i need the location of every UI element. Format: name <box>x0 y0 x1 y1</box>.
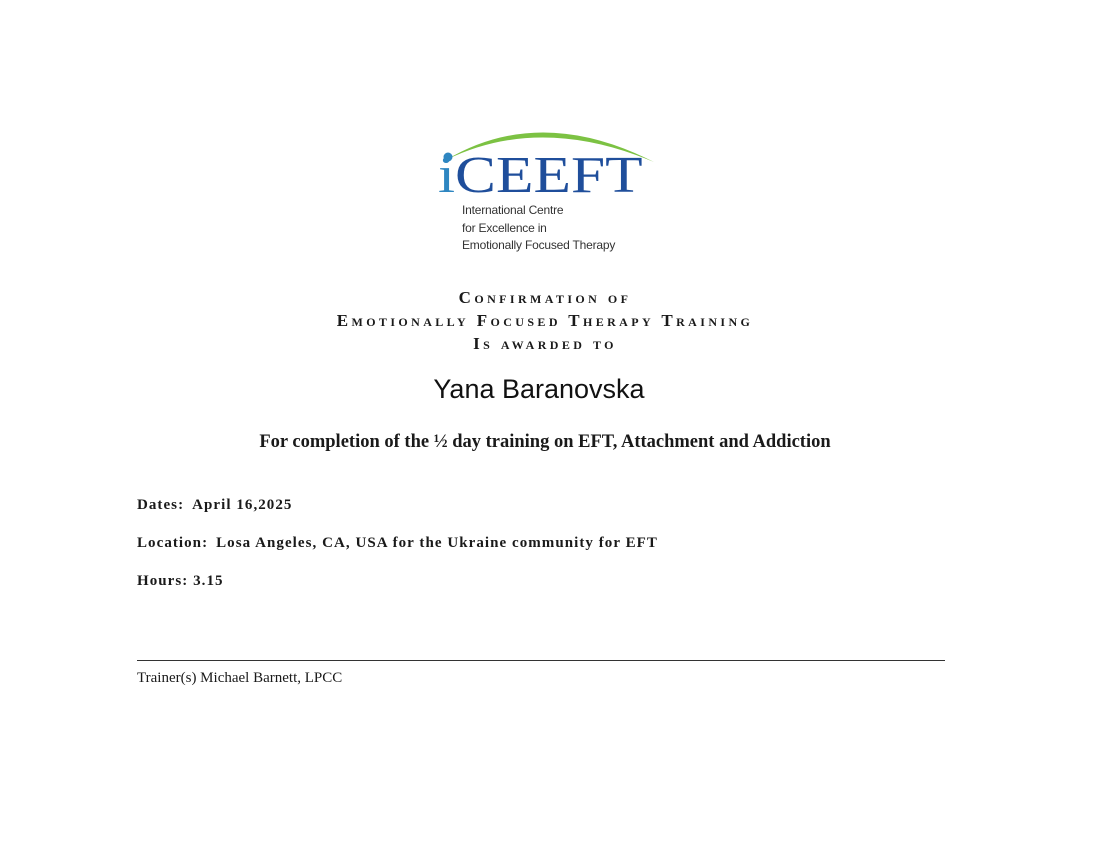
certificate-heading-line2: Emotionally Focused Therapy Training <box>336 311 754 330</box>
logo-wordmark <box>438 147 643 204</box>
location-label: Location: <box>137 535 209 551</box>
logo-subtitle-line: Emotionally Focused Therapy <box>462 238 616 252</box>
location-value: Losa Angeles, CA, USA for the Ukraine community for EFT <box>216 535 658 551</box>
location-row <box>137 535 658 552</box>
logo-wordmark-rest: CEEFT <box>455 147 643 204</box>
dates-label: Dates: <box>137 497 185 513</box>
dates-value: April 16,2025 <box>192 497 293 513</box>
recipient-name: Yana Baranovska <box>433 374 645 404</box>
dates-row <box>137 497 292 514</box>
hours-value: 3.15 <box>193 573 224 589</box>
hours-label: Hours: <box>137 573 189 589</box>
completion-statement: For completion of the ½ day training on EFT, Attachment and Addiction <box>259 432 831 452</box>
logo-subtitle <box>462 202 615 255</box>
certificate-heading-line3: Is awarded to <box>473 334 617 353</box>
logo-subtitle-line: for Excellence in <box>462 220 547 235</box>
logo-wordmark-i: i <box>438 147 456 204</box>
trainer-caption: Trainer(s) Michael Barnett, LPCC <box>137 670 343 686</box>
signature-line <box>137 660 945 661</box>
hours-row <box>137 573 224 590</box>
iceeft-logo <box>432 120 672 260</box>
certificate-heading-line1: Confirmation of <box>458 288 632 307</box>
logo-subtitle-line: International Centre <box>462 203 564 217</box>
